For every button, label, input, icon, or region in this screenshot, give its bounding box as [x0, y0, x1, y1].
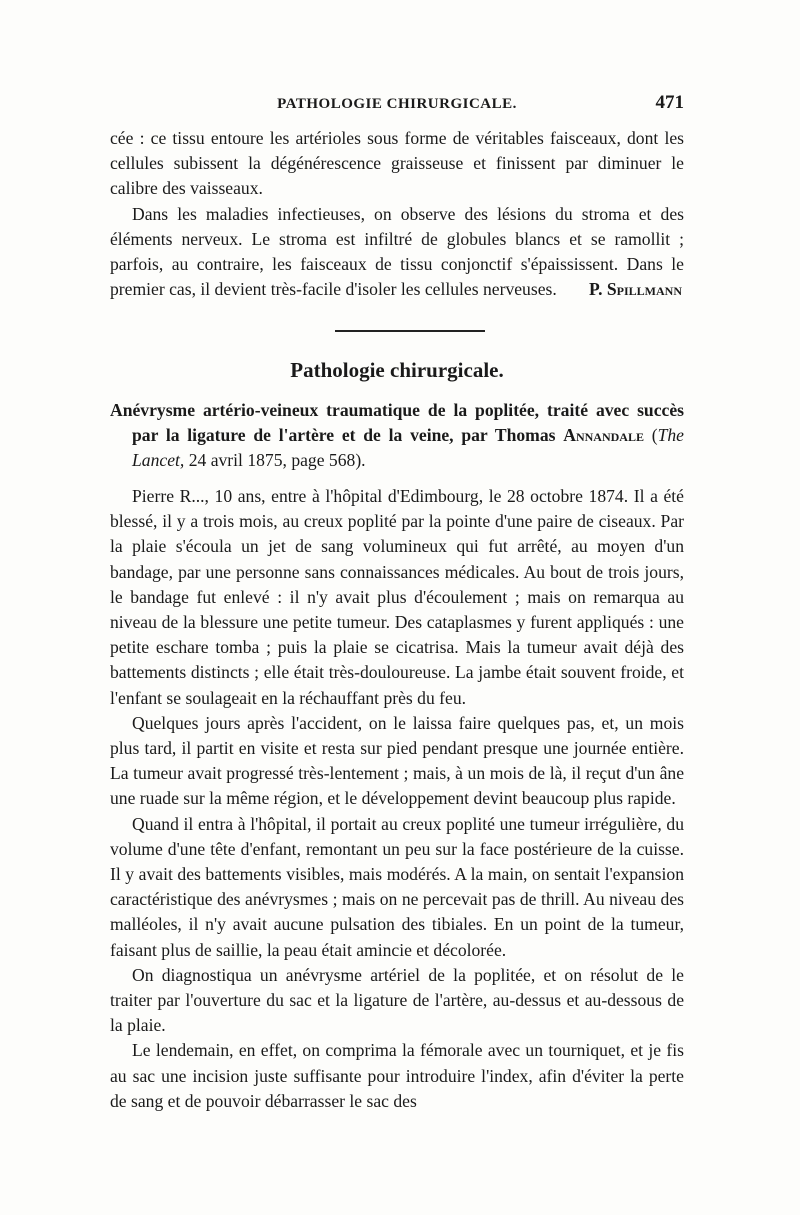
running-head-title: PATHOLOGIE CHIRURGICALE. [277, 96, 517, 112]
paragraph: On diagnostiqua un anévrysme artériel de la poplitée, et on résolut de le traiter par l'ouverture du sac et la ligature de l'artère, au-dessus et au-dessous de la plaie. [110, 964, 684, 1036]
page-number: 471 [655, 92, 684, 113]
article-body [110, 484, 684, 1114]
citation-date-page: 24 avril 1875, page 568). [188, 450, 366, 471]
previous-article-ending [110, 126, 684, 302]
signature-name: Spillmann [606, 279, 682, 300]
paragraph: Dans les maladies infectieuses, on observe des lésions du stroma et des éléments nerveux. Le stroma est infiltré de globules blancs et se ramollit ; parfois, au contraire, les faisceaux de tissu conjonctif s'épaississent. Dans le premier cas, il devient très-facile d'isoler les cellules nerveuses. [110, 203, 684, 300]
paragraph: Quelques jours après l'accident, on le laissa faire quelques pas, et, un mois plus tard, il partit en visite et resta sur pied pendant presque une journée entière. La tumeur avait progressé très-lentement ; mais, à un mois de là, il reçut d'un âne une ruade sur la même région, et le développement devint beaucoup plus rapide. [110, 712, 684, 809]
citation-journal: The Lancet, [132, 425, 684, 471]
paragraph: Quand il entra à l'hôpital, il portait au creux poplité une tumeur irrégulière, du volume d'une tête d'enfant, remontant un peu sur la face postérieure de la cuisse. Il y avait des battements visibles, mais modérés. A la main, on sentait l'expansion caractéristique des anévrysmes ; mais on ne percevait pas de thrill. Au niveau des malléoles, il n'y avait aucune pulsation des tibiales. En un point de la tumeur, faisant plus de saillie, la peau était amincie et décolorée. [110, 813, 684, 960]
paragraph: cée : ce tissu entoure les artérioles sous forme de véritables faisceaux, dont les cellules subissent la dégénérescence graisseuse et finissent par diminuer le calibre des vaisseaux. [110, 128, 684, 199]
article-citation: (The Lancet, 24 avril 1875, page 568). [132, 425, 684, 471]
paragraph: Pierre R..., 10 ans, entre à l'hôpital d'Edimbourg, le 28 octobre 1874. Il a été blessé, il y a trois mois, au creux poplité par la pointe d'une paire de ciseaux. Par la plaie s'écoula un jet de sang volumineux qui fut arrêté, au moyen d'un bandage, par une personne sans connaissances médicales. Au bout de trois jours, le bandage fut enlevé : il n'y avait plus d'écoulement ; mais on remarqua au niveau de la blessure une petite tumeur. Des cataplasmes y furent appliqués : une petite eschare tomba ; puis la plaie se cicatrisa. Mais la tumeur avait déjà des battements distincts ; elle était très-douloureuse. La jambe était souvent froide, et l'enfant se soulageait en la réchauffant près du feu. [110, 486, 684, 708]
article-author: Annandale [563, 425, 644, 446]
paragraph: Le lendemain, en effet, on comprima la fémorale avec un tourniquet, et je fis au sac une incision juste suffisante pour introduire l'index, afin d'éviter la perte de sang et de pouvoir débarrasser le sac des [110, 1040, 684, 1111]
signature-initial: P. [588, 279, 603, 300]
section-divider [335, 330, 485, 332]
section-heading: Pathologie chirurgicale. [290, 358, 504, 382]
article-title-text: Anévrysme artério-veineux traumatique de la poplitée, traité avec succès par la ligature de l'artère et de la veine, par Thomas [110, 400, 684, 446]
running-head [110, 92, 684, 120]
article-title [110, 398, 684, 474]
